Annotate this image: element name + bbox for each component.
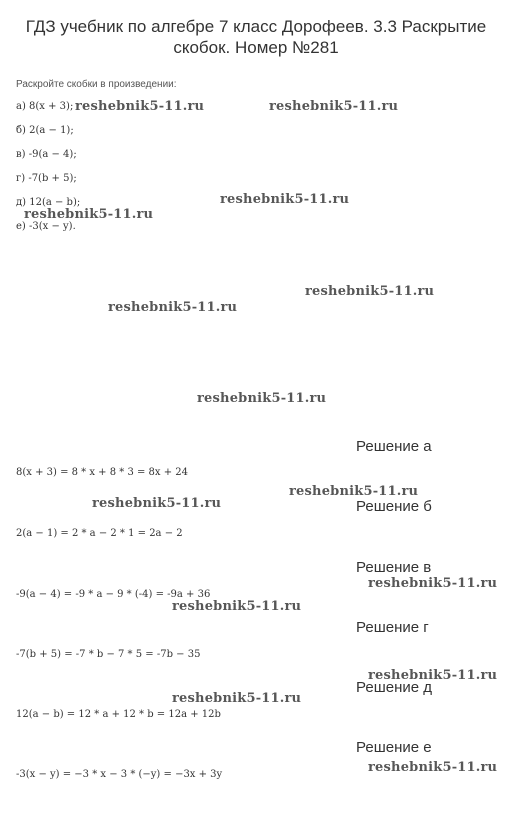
watermark: reshebnik5-11.ru: [75, 99, 205, 114]
watermark: reshebnik5-11.ru: [289, 484, 419, 499]
watermark: reshebnik5-11.ru: [172, 599, 302, 614]
task-item-e: е) -3(x − y).: [16, 221, 76, 232]
solution-heading-b: Решение б: [356, 498, 432, 515]
solution-text-v: -9(a − 4) = -9 * a − 9 * (-4) = -9a + 36: [16, 589, 211, 600]
solution-heading-g: Решение г: [356, 619, 429, 636]
watermark: reshebnik5-11.ru: [368, 760, 498, 775]
watermark: reshebnik5-11.ru: [269, 99, 399, 114]
task-item-g: г) -7(b + 5);: [16, 173, 77, 184]
watermark: reshebnik5-11.ru: [368, 668, 498, 683]
watermark: reshebnik5-11.ru: [305, 284, 435, 299]
task-intro: Раскройте скобки в произведении:: [16, 79, 177, 90]
solution-heading-d: Решение д: [356, 679, 432, 696]
watermark: reshebnik5-11.ru: [368, 576, 498, 591]
solution-heading-v: Решение в: [356, 559, 432, 576]
solution-heading-e: Решение е: [356, 739, 432, 756]
solution-text-g: -7(b + 5) = -7 * b − 7 * 5 = -7b − 35: [16, 649, 201, 660]
watermark: reshebnik5-11.ru: [24, 207, 154, 222]
task-item-v: в) -9(a − 4);: [16, 149, 77, 160]
solution-heading-a: Решение а: [356, 438, 432, 455]
watermark: reshebnik5-11.ru: [220, 192, 350, 207]
solution-text-a: 8(x + 3) = 8 * x + 8 * 3 = 8x + 24: [16, 467, 189, 478]
task-item-d: д) 12(a − b);: [16, 197, 81, 208]
solution-text-d: 12(a − b) = 12 * a + 12 * b = 12a + 12b: [16, 709, 221, 720]
solution-text-b: 2(a − 1) = 2 * a − 2 * 1 = 2a − 2: [16, 528, 183, 539]
page-title: ГДЗ учебник по алгебре 7 класс Дорофеев. 3.3 Раскрытие скобок. Номер №281: [25, 17, 487, 57]
watermark: reshebnik5-11.ru: [197, 391, 327, 406]
watermark: reshebnik5-11.ru: [92, 496, 222, 511]
task-item-a: а) 8(x + 3);: [16, 101, 74, 112]
watermark: reshebnik5-11.ru: [108, 300, 238, 315]
solution-text-e: -3(x − y) = −3 * x − 3 * (−y) = −3x + 3y: [16, 769, 223, 780]
watermark: reshebnik5-11.ru: [172, 691, 302, 706]
task-item-b: б) 2(a − 1);: [16, 125, 74, 136]
